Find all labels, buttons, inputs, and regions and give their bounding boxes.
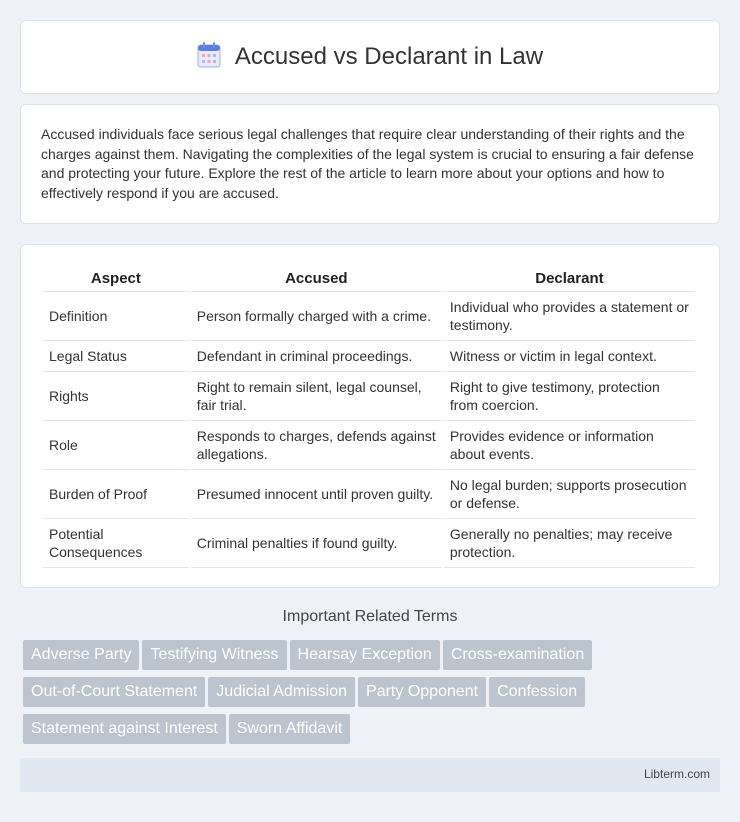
related-term-tag[interactable]: Confession	[489, 677, 585, 707]
table-cell: Right to give testimony, protection from coercion.	[444, 371, 695, 420]
table-cell: Burden of Proof	[43, 469, 189, 518]
table-cell: Legal Status	[43, 340, 189, 371]
page-title: Accused vs Declarant in Law	[234, 43, 544, 70]
table-row	[43, 340, 695, 371]
related-term-tag[interactable]: Out-of-Court Statement	[23, 677, 205, 707]
related-terms-list	[23, 640, 723, 751]
table-cell: Provides evidence or information about events.	[444, 420, 695, 469]
table-cell: Responds to charges, defends against allegations.	[191, 420, 442, 469]
table-cell: No legal burden; supports prosecution or defense.	[444, 469, 695, 518]
related-term-tag[interactable]: Hearsay Exception	[290, 640, 440, 670]
table-cell: Defendant in criminal proceedings.	[191, 340, 442, 371]
comparison-table	[41, 265, 697, 568]
table-cell: Witness or victim in legal context.	[444, 340, 695, 371]
table-row	[43, 420, 695, 469]
calendar-icon	[197, 42, 221, 73]
table-cell: Individual who provides a statement or testimony.	[444, 291, 695, 340]
footer	[20, 758, 720, 792]
table-cell: Right to remain silent, legal counsel, fair trial.	[191, 371, 442, 420]
table-cell: Definition	[43, 291, 189, 340]
table-row	[43, 469, 695, 518]
table-cell: Rights	[43, 371, 189, 420]
footer-site-link[interactable]: Libterm.com	[643, 767, 710, 781]
related-term-tag[interactable]: Testifying Witness	[142, 640, 286, 670]
related-terms-title: Important Related Terms	[282, 608, 458, 625]
table-cell: Person formally charged with a crime.	[191, 291, 442, 340]
table-cell: Role	[43, 420, 189, 469]
table-cell: Presumed innocent until proven guilty.	[191, 469, 442, 518]
related-term-tag[interactable]: Sworn Affidavit	[229, 714, 351, 744]
table-cell: Potential Consequences	[43, 518, 189, 568]
related-term-tag[interactable]: Judicial Admission	[208, 677, 355, 707]
table-cell: Criminal penalties if found guilty.	[191, 518, 442, 568]
comparison-card	[20, 244, 720, 588]
column-header-accused: Accused	[285, 269, 348, 287]
related-term-tag[interactable]: Adverse Party	[23, 640, 139, 670]
table-cell: Generally no penalties; may receive protection.	[444, 518, 695, 568]
related-term-tag[interactable]: Party Opponent	[358, 677, 486, 707]
header-card	[20, 20, 720, 94]
column-header-aspect: Aspect	[90, 269, 141, 287]
table-row	[43, 518, 695, 568]
intro-card	[20, 104, 720, 224]
table-row	[43, 291, 695, 340]
related-term-tag[interactable]: Statement against Interest	[23, 714, 226, 744]
intro-text: Accused individuals face serious legal challenges that require clear understanding of their rights and the charges against them. Navigating the complexities of the legal system is crucial to ensuring a fair defense and protecting your future. Explore the rest of the article to learn more about your options and how to effectively respond if you are accused.	[41, 126, 694, 201]
table-row	[43, 371, 695, 420]
column-header-declarant: Declarant	[535, 269, 604, 287]
related-term-tag[interactable]: Cross-examination	[443, 640, 592, 670]
